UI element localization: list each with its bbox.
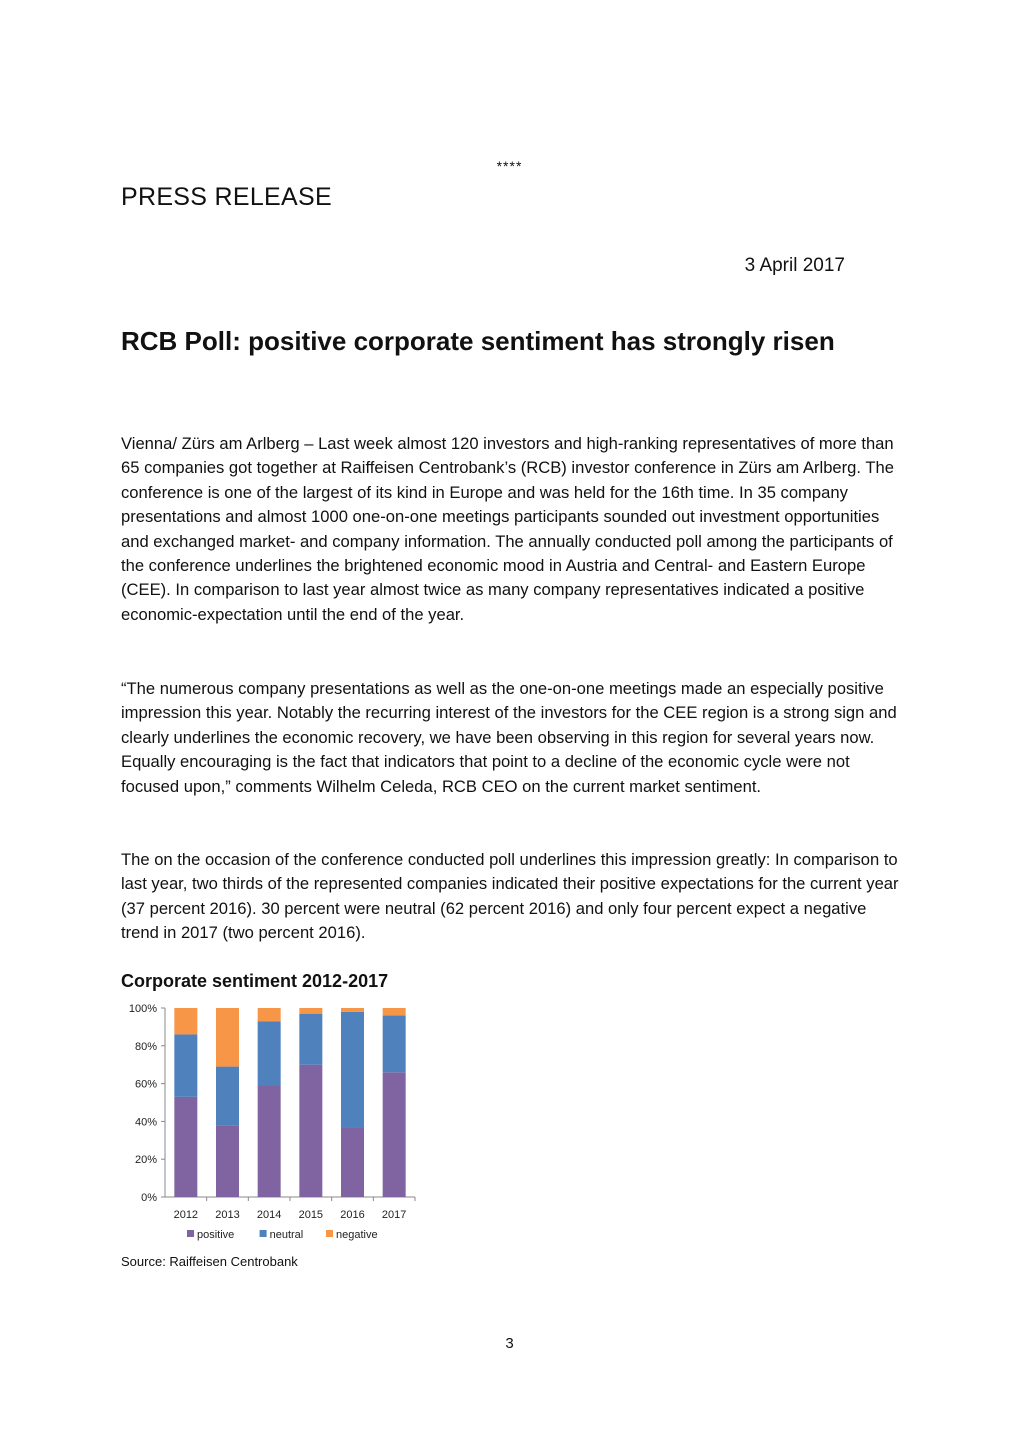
legend-swatch-negative: [326, 1230, 333, 1237]
paragraph-poll: The on the occasion of the conference conducted poll underlines this impression greatly: In comparison to last year, two thirds of the represented companies indicated their positive expectations for the current year (37 percent 2016). 30 percent were neutral (62 percent 2016) and only four percent expect a negative trend in 2017 (two percent 2016).: [121, 850, 899, 943]
legend-label-neutral: neutral: [269, 1229, 304, 1241]
bar-neutral-2014: [258, 1021, 281, 1085]
bar-neutral-2015: [299, 1014, 322, 1065]
y-tick-label: 100%: [128, 1003, 157, 1015]
page-number: 3: [505, 1335, 514, 1352]
x-tick-label: 2014: [256, 1209, 282, 1221]
bar-neutral-2012: [174, 1034, 197, 1096]
bar-negative-2014: [258, 1008, 281, 1021]
sentiment-chart: [110, 998, 430, 1248]
legend-swatch-positive: [187, 1230, 194, 1237]
bar-negative-2015: [299, 1008, 322, 1014]
headline: RCB Poll: positive corporate sentiment has strongly risen: [121, 326, 835, 356]
bar-positive-2016: [341, 1127, 364, 1197]
release-date: 3 April 2017: [744, 255, 845, 276]
bar-negative-2012: [174, 1008, 197, 1034]
bar-negative-2013: [216, 1008, 239, 1067]
bar-positive-2017: [383, 1072, 406, 1197]
x-tick-label: 2015: [298, 1209, 324, 1221]
bar-negative-2017: [383, 1008, 406, 1016]
bar-positive-2015: [299, 1065, 322, 1197]
legend-label-negative: negative: [336, 1229, 378, 1241]
document-type: PRESS RELEASE: [121, 183, 332, 211]
y-tick-label: 0%: [141, 1192, 157, 1204]
x-tick-label: 2012: [173, 1209, 199, 1221]
y-tick-label: 40%: [134, 1116, 157, 1129]
y-tick-label: 60%: [134, 1078, 157, 1091]
legend-swatch-neutral: [260, 1230, 267, 1237]
bar-negative-2016: [341, 1008, 364, 1012]
legend-label-positive: positive: [197, 1229, 235, 1241]
y-tick-label: 80%: [134, 1040, 157, 1053]
bar-positive-2013: [216, 1125, 239, 1197]
header-stars: ****: [496, 158, 523, 174]
paragraph-quote: “The numerous company presentations as well as the one-on-one meetings made an especially positive impression this year. Notably the recurring interest of the investors for the CEE region is a strong sign and clearly underlines the economic recovery, we have been observing in this region for several years now. Equally encouraging is the fact that indicators that point to a decline of the economic cycle were not focused upon,” comments Wilhelm Celeda, RCB CEO on the current market sentiment.: [121, 679, 897, 796]
y-tick-label: 20%: [134, 1154, 157, 1167]
chart-source: Source: Raiffeisen Centrobank: [121, 1254, 298, 1269]
paragraph-intro: Vienna/ Zürs am Arlberg – Last week almost 120 investors and high-ranking representatives of more than 65 companies got together at Raiffeisen Centrobank’s (RCB) investor conference in Zürs am Arlberg. The conference is one of the largest of its kind in Europe and was held for the 16th time. In 35 company presentations and almost 1000 one-on-one meetings participants sounded out investment opportunities and exchanged market- and company information. The annually conducted poll among the participants of the conference underlines the brightened economic mood in Austria and Central- and Eastern Europe (CEE). In comparison to last year almost twice as many company representatives indicated a positive economic-expectation until the end of the year.: [121, 434, 894, 624]
bar-neutral-2017: [383, 1016, 406, 1073]
bar-neutral-2016: [341, 1012, 364, 1127]
bar-positive-2014: [258, 1085, 281, 1197]
bar-neutral-2013: [216, 1067, 239, 1126]
x-tick-label: 2016: [340, 1209, 365, 1221]
bar-positive-2012: [174, 1097, 197, 1197]
x-tick-label: 2017: [381, 1209, 407, 1221]
chart-title: Corporate sentiment 2012-2017: [121, 971, 389, 991]
x-tick-label: 2013: [215, 1209, 240, 1221]
